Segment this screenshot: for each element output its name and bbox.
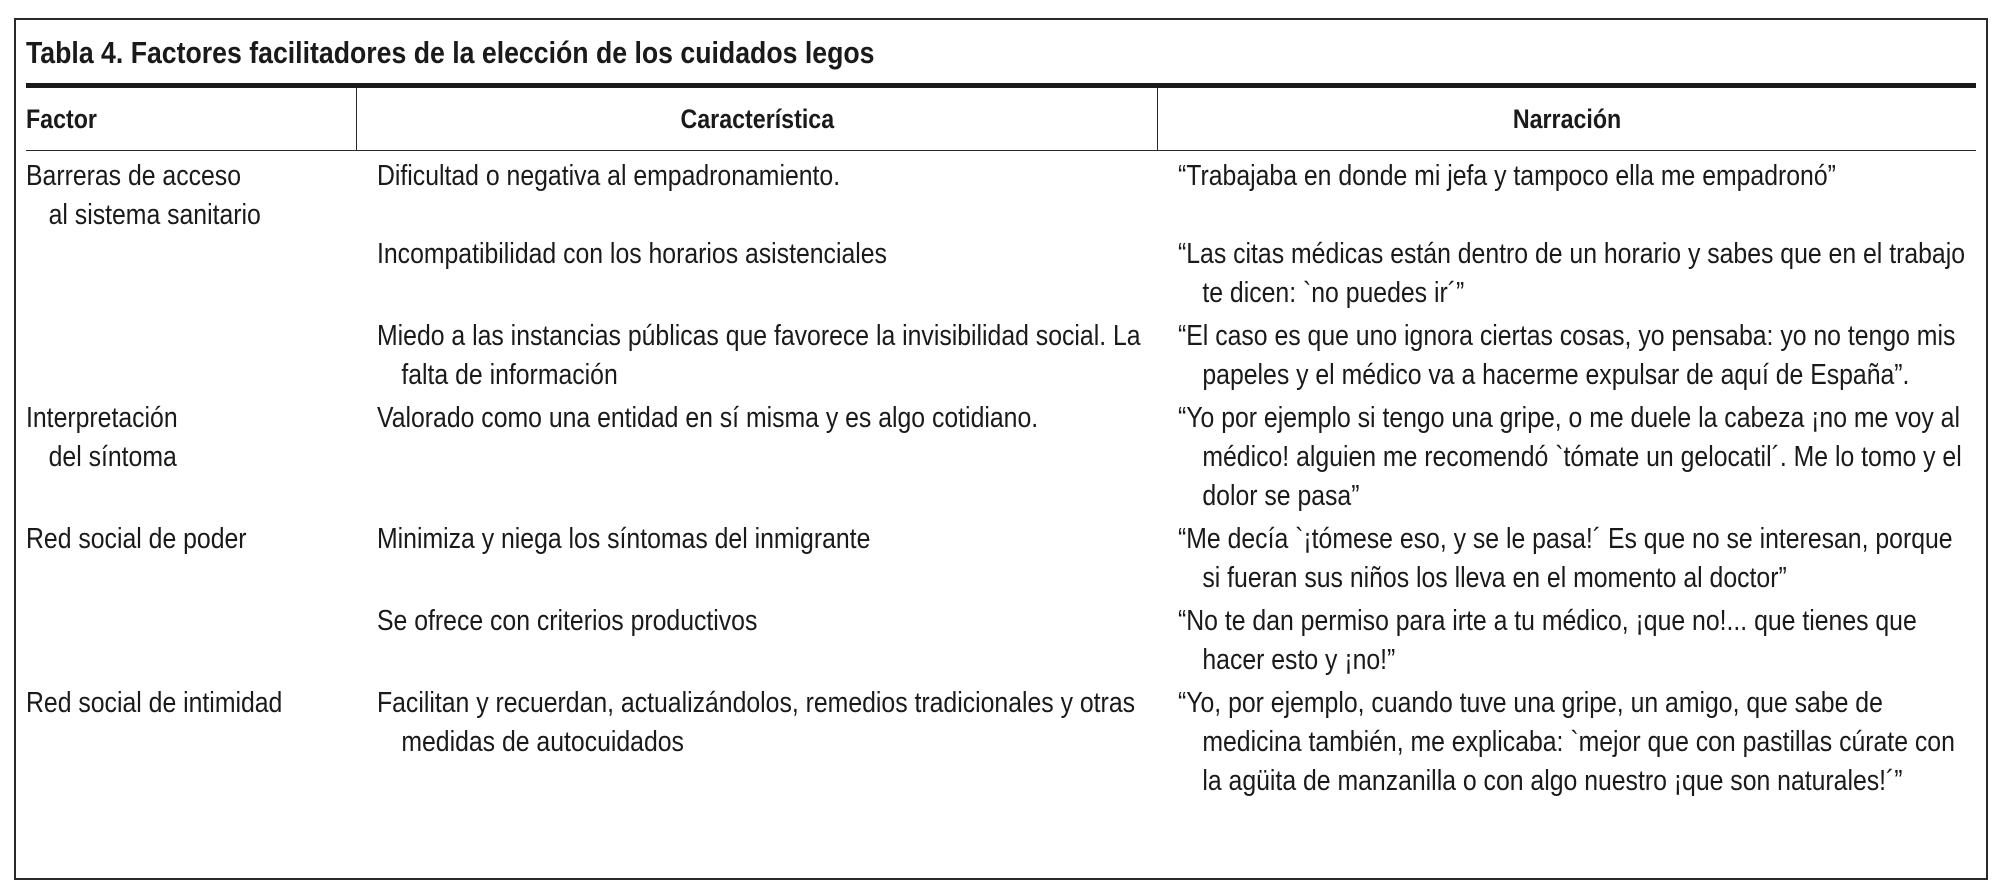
caracteristica-cell xyxy=(357,602,1158,641)
narracion-text: “Me decía `¡tómese eso, y se le pasa!´ Es que no se interesan, porque si fueran sus niños los lleva en el momento al doctor” xyxy=(1177,523,1953,594)
narracion-text: “Las citas médicas están dentro de un horario y sabes que en el trabajo te dicen: `no puedes ir´” xyxy=(1177,238,1965,309)
narracion-cell xyxy=(1158,520,1976,598)
narracion-cell xyxy=(1158,317,1976,395)
narracion-text: “Yo por ejemplo si tengo una gripe, o me duele la cabeza ¡no me voy al médico! alguien me recomendó `tómate un gelocatil´. Me lo tomo y el dolor se pasa” xyxy=(1177,402,1962,512)
factor-label: Barreras de acceso xyxy=(26,160,241,192)
caracteristica-text: Se ofrece con criterios productivos xyxy=(376,605,758,637)
factor-label: Red social de intimidad xyxy=(26,687,283,719)
header-narracion xyxy=(1157,88,1976,150)
narracion-cell xyxy=(1158,399,1976,516)
caracteristica-text: Dificultad o negativa al empadronamiento. xyxy=(376,160,840,192)
factor-label-continued: del síntoma xyxy=(48,441,177,473)
factor-label-continued: al sistema sanitario xyxy=(48,199,261,231)
narracion-text: “No te dan permiso para irte a tu médico, ¡que no!... que tienes que hacer esto y ¡no!” xyxy=(1177,605,1917,676)
table-body xyxy=(26,151,1976,801)
caracteristica-text: Valorado como una entidad en sí misma y es algo cotidiano. xyxy=(376,402,1038,434)
caracteristica-cell xyxy=(357,399,1158,438)
caracteristica-cell xyxy=(357,157,1158,196)
table-row xyxy=(26,399,1976,516)
narracion-cell xyxy=(1158,602,1976,680)
narracion-text: “Yo, por ejemplo, cuando tuve una gripe, un amigo, que sabe de medicina también, me explicaba: `mejor que con pastillas cúrate con la agüita de manzanilla o con algo nuestro ¡que son naturales!´” xyxy=(1177,687,1955,797)
table-row xyxy=(26,317,1976,395)
caracteristica-text: Minimiza y niega los síntomas del inmigrante xyxy=(376,523,871,555)
header-factor-label: Factor xyxy=(26,103,97,134)
table-container xyxy=(14,18,1988,880)
caracteristica-text: Facilitan y recuerdan, actualizándolos, remedios tradicionales y otras medidas de autocuidados xyxy=(376,687,1135,758)
factor-cell xyxy=(26,399,357,477)
caracteristica-text: Incompatibilidad con los horarios asistenciales xyxy=(376,238,887,270)
header-factor xyxy=(26,88,356,150)
factor-label: Interpretación xyxy=(26,402,178,434)
factor-cell xyxy=(26,520,357,559)
narracion-text: “El caso es que uno ignora ciertas cosas, yo pensaba: yo no tengo mis papeles y el médico va a hacerme expulsar de aquí de España”. xyxy=(1177,320,1955,391)
narracion-cell xyxy=(1158,157,1976,196)
table-title: Tabla 4. Factores facilitadores de la elección de los cuidados legos xyxy=(26,35,875,70)
narracion-cell xyxy=(1158,684,1976,801)
header-row xyxy=(26,88,1976,150)
table-row xyxy=(26,520,1976,598)
factor-label: Red social de poder xyxy=(26,523,247,555)
header-caracteristica xyxy=(356,88,1157,150)
header-caracteristica-label: Característica xyxy=(680,103,835,134)
factor-cell xyxy=(26,684,357,723)
table-row xyxy=(26,602,1976,680)
factor-cell xyxy=(26,157,357,235)
caracteristica-cell xyxy=(357,520,1158,559)
caracteristica-cell xyxy=(357,317,1158,395)
narracion-text: “Trabajaba en donde mi jefa y tampoco ella me empadronó” xyxy=(1177,160,1836,192)
table-row xyxy=(26,684,1976,801)
narracion-cell xyxy=(1158,196,1976,313)
caracteristica-cell xyxy=(357,684,1158,762)
caracteristica-cell xyxy=(357,196,1158,274)
header-narracion-label: Narración xyxy=(1512,103,1622,134)
caracteristica-text: Miedo a las instancias públicas que favorece la invisibilidad social. La falta de información xyxy=(376,320,1141,391)
